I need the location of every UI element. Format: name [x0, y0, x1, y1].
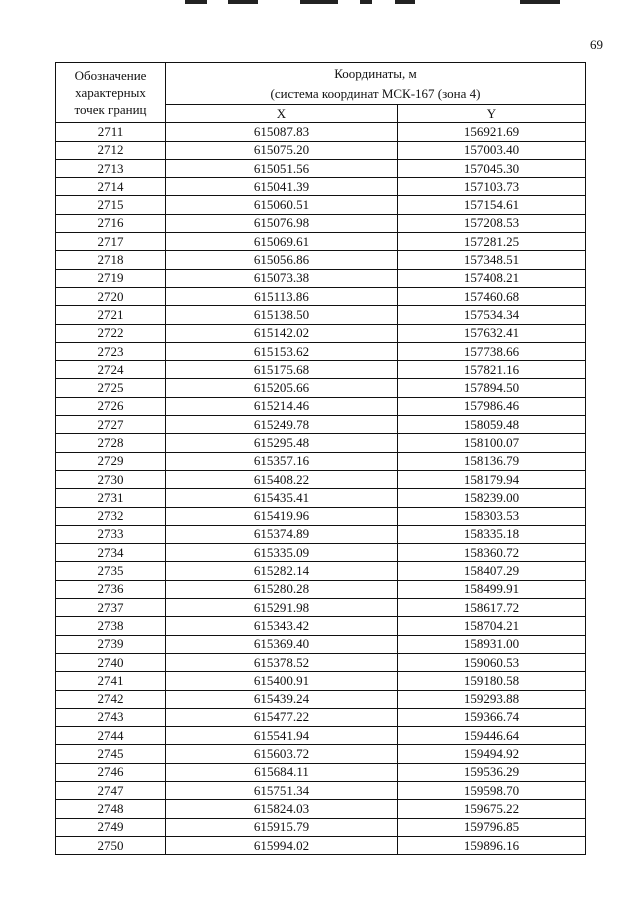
point-id-cell: 2736: [56, 580, 166, 598]
y-coordinate-cell: 158499.91: [398, 580, 586, 598]
point-id-cell: 2723: [56, 342, 166, 360]
table-row: [56, 507, 586, 525]
x-coordinate-cell: 615073.38: [166, 269, 398, 287]
y-coordinate-cell: 158335.18: [398, 525, 586, 543]
y-coordinate-cell: 157821.16: [398, 361, 586, 379]
table-row: [56, 745, 586, 763]
y-coordinate-cell: 157045.30: [398, 159, 586, 177]
y-coordinate-cell: 157986.46: [398, 397, 586, 415]
x-coordinate-cell: 615603.72: [166, 745, 398, 763]
table-row: [56, 727, 586, 745]
point-id-cell: 2718: [56, 251, 166, 269]
x-coordinate-cell: 615175.68: [166, 361, 398, 379]
table-row: [56, 818, 586, 836]
x-coordinate-cell: 615138.50: [166, 306, 398, 324]
y-coordinate-cell: 159675.22: [398, 800, 586, 818]
point-id-cell: 2738: [56, 617, 166, 635]
x-coordinate-cell: 615282.14: [166, 562, 398, 580]
y-coordinate-cell: 157894.50: [398, 379, 586, 397]
x-coordinate-cell: 615076.98: [166, 214, 398, 232]
x-coordinate-cell: 615291.98: [166, 599, 398, 617]
table-row: [56, 269, 586, 287]
point-id-cell: 2750: [56, 836, 166, 854]
x-coordinate-cell: 615477.22: [166, 708, 398, 726]
point-id-cell: 2711: [56, 123, 166, 141]
y-coordinate-cell: 158360.72: [398, 544, 586, 562]
x-coordinate-cell: 615419.96: [166, 507, 398, 525]
point-id-cell: 2747: [56, 781, 166, 799]
table-row: [56, 562, 586, 580]
x-coordinate-cell: 615051.56: [166, 159, 398, 177]
x-coordinate-cell: 615153.62: [166, 342, 398, 360]
point-id-cell: 2734: [56, 544, 166, 562]
table-row: [56, 836, 586, 854]
x-coordinate-cell: 615041.39: [166, 178, 398, 196]
header-y: Y: [398, 105, 586, 123]
point-id-cell: 2726: [56, 397, 166, 415]
table-row: [56, 599, 586, 617]
page-number: 69: [590, 37, 603, 52]
x-coordinate-cell: 615400.91: [166, 672, 398, 690]
point-id-cell: 2717: [56, 233, 166, 251]
point-id-cell: 2727: [56, 416, 166, 434]
y-coordinate-cell: 157154.61: [398, 196, 586, 214]
header-designation-line-1: Обозначение: [74, 68, 147, 84]
point-id-cell: 2724: [56, 361, 166, 379]
x-coordinate-cell: 615374.89: [166, 525, 398, 543]
table-row: [56, 361, 586, 379]
y-coordinate-cell: 159796.85: [398, 818, 586, 836]
header-x: X: [166, 105, 398, 123]
x-coordinate-cell: 615541.94: [166, 727, 398, 745]
point-id-cell: 2739: [56, 635, 166, 653]
table-row: [56, 214, 586, 232]
y-coordinate-cell: 159446.64: [398, 727, 586, 745]
table-row: [56, 580, 586, 598]
point-id-cell: 2716: [56, 214, 166, 232]
point-id-cell: 2720: [56, 287, 166, 305]
y-coordinate-cell: 156921.69: [398, 123, 586, 141]
header-point-designation: [56, 63, 166, 123]
point-id-cell: 2733: [56, 525, 166, 543]
point-id-cell: 2715: [56, 196, 166, 214]
x-coordinate-cell: 615684.11: [166, 763, 398, 781]
table-row: [56, 287, 586, 305]
x-coordinate-cell: 615343.42: [166, 617, 398, 635]
point-id-cell: 2748: [56, 800, 166, 818]
x-coordinate-cell: 615335.09: [166, 544, 398, 562]
table-row: [56, 342, 586, 360]
y-coordinate-cell: 159060.53: [398, 653, 586, 671]
point-id-cell: 2719: [56, 269, 166, 287]
x-coordinate-cell: 615994.02: [166, 836, 398, 854]
x-coordinate-cell: 615439.24: [166, 690, 398, 708]
table-row: [56, 452, 586, 470]
y-coordinate-cell: 158617.72: [398, 599, 586, 617]
coordinates-table: [55, 62, 586, 855]
point-id-cell: 2735: [56, 562, 166, 580]
y-coordinate-cell: 157408.21: [398, 269, 586, 287]
point-id-cell: 2742: [56, 690, 166, 708]
table-row: [56, 159, 586, 177]
y-coordinate-cell: 159536.29: [398, 763, 586, 781]
table-row: [56, 251, 586, 269]
scan-edge-marks: [0, 0, 640, 6]
point-id-cell: 2741: [56, 672, 166, 690]
x-coordinate-cell: 615249.78: [166, 416, 398, 434]
y-coordinate-cell: 157348.51: [398, 251, 586, 269]
y-coordinate-cell: 158239.00: [398, 489, 586, 507]
point-id-cell: 2713: [56, 159, 166, 177]
table-row: [56, 123, 586, 141]
y-coordinate-cell: 159293.88: [398, 690, 586, 708]
y-coordinate-cell: 157534.34: [398, 306, 586, 324]
table-row: [56, 690, 586, 708]
table-body: [56, 123, 586, 855]
point-id-cell: 2722: [56, 324, 166, 342]
table-row: [56, 233, 586, 251]
table-row: [56, 672, 586, 690]
point-id-cell: 2746: [56, 763, 166, 781]
header-designation-line-2: характерных: [75, 85, 146, 101]
table-row: [56, 196, 586, 214]
table-row: [56, 708, 586, 726]
y-coordinate-cell: 158704.21: [398, 617, 586, 635]
point-id-cell: 2729: [56, 452, 166, 470]
point-id-cell: 2714: [56, 178, 166, 196]
y-coordinate-cell: 158136.79: [398, 452, 586, 470]
y-coordinate-cell: 157738.66: [398, 342, 586, 360]
table-row: [56, 653, 586, 671]
y-coordinate-cell: 158303.53: [398, 507, 586, 525]
point-id-cell: 2725: [56, 379, 166, 397]
header-coordinates-subtitle: (система координат МСК-167 (зона 4): [270, 86, 481, 101]
table-row: [56, 470, 586, 488]
x-coordinate-cell: 615075.20: [166, 141, 398, 159]
x-coordinate-cell: 615408.22: [166, 470, 398, 488]
table-row: [56, 434, 586, 452]
x-coordinate-cell: 615915.79: [166, 818, 398, 836]
table-header-row: [56, 63, 586, 105]
y-coordinate-cell: 158931.00: [398, 635, 586, 653]
point-id-cell: 2731: [56, 489, 166, 507]
table-row: [56, 763, 586, 781]
point-id-cell: 2728: [56, 434, 166, 452]
table-row: [56, 800, 586, 818]
point-id-cell: 2740: [56, 653, 166, 671]
y-coordinate-cell: 158100.07: [398, 434, 586, 452]
x-coordinate-cell: 615435.41: [166, 489, 398, 507]
table-row: [56, 489, 586, 507]
table-row: [56, 178, 586, 196]
y-coordinate-cell: 159494.92: [398, 745, 586, 763]
x-coordinate-cell: 615751.34: [166, 781, 398, 799]
x-coordinate-cell: 615378.52: [166, 653, 398, 671]
x-coordinate-cell: 615369.40: [166, 635, 398, 653]
y-coordinate-cell: 157003.40: [398, 141, 586, 159]
table-row: [56, 617, 586, 635]
header-coordinates-title: Координаты, м: [334, 66, 417, 81]
header-coordinates: [166, 63, 586, 105]
x-coordinate-cell: 615142.02: [166, 324, 398, 342]
table-row: [56, 416, 586, 434]
point-id-cell: 2744: [56, 727, 166, 745]
y-coordinate-cell: 157460.68: [398, 287, 586, 305]
y-coordinate-cell: 157208.53: [398, 214, 586, 232]
point-id-cell: 2730: [56, 470, 166, 488]
x-coordinate-cell: 615069.61: [166, 233, 398, 251]
table-row: [56, 544, 586, 562]
x-coordinate-cell: 615056.86: [166, 251, 398, 269]
table-row: [56, 324, 586, 342]
point-id-cell: 2749: [56, 818, 166, 836]
x-coordinate-cell: 615060.51: [166, 196, 398, 214]
x-coordinate-cell: 615295.48: [166, 434, 398, 452]
y-coordinate-cell: 157281.25: [398, 233, 586, 251]
point-id-cell: 2745: [56, 745, 166, 763]
table-row: [56, 781, 586, 799]
point-id-cell: 2737: [56, 599, 166, 617]
point-id-cell: 2712: [56, 141, 166, 159]
y-coordinate-cell: 159180.58: [398, 672, 586, 690]
point-id-cell: 2743: [56, 708, 166, 726]
x-coordinate-cell: 615087.83: [166, 123, 398, 141]
point-id-cell: 2732: [56, 507, 166, 525]
table-row: [56, 635, 586, 653]
point-id-cell: 2721: [56, 306, 166, 324]
table-row: [56, 525, 586, 543]
table-row: [56, 141, 586, 159]
x-coordinate-cell: 615824.03: [166, 800, 398, 818]
y-coordinate-cell: 157103.73: [398, 178, 586, 196]
y-coordinate-cell: 157632.41: [398, 324, 586, 342]
y-coordinate-cell: 159366.74: [398, 708, 586, 726]
x-coordinate-cell: 615214.46: [166, 397, 398, 415]
table-row: [56, 379, 586, 397]
x-coordinate-cell: 615280.28: [166, 580, 398, 598]
table-row: [56, 397, 586, 415]
x-coordinate-cell: 615113.86: [166, 287, 398, 305]
header-designation-line-3: точек границ: [74, 102, 147, 118]
y-coordinate-cell: 159598.70: [398, 781, 586, 799]
y-coordinate-cell: 158059.48: [398, 416, 586, 434]
y-coordinate-cell: 158407.29: [398, 562, 586, 580]
y-coordinate-cell: 158179.94: [398, 470, 586, 488]
x-coordinate-cell: 615357.16: [166, 452, 398, 470]
x-coordinate-cell: 615205.66: [166, 379, 398, 397]
table-row: [56, 306, 586, 324]
y-coordinate-cell: 159896.16: [398, 836, 586, 854]
